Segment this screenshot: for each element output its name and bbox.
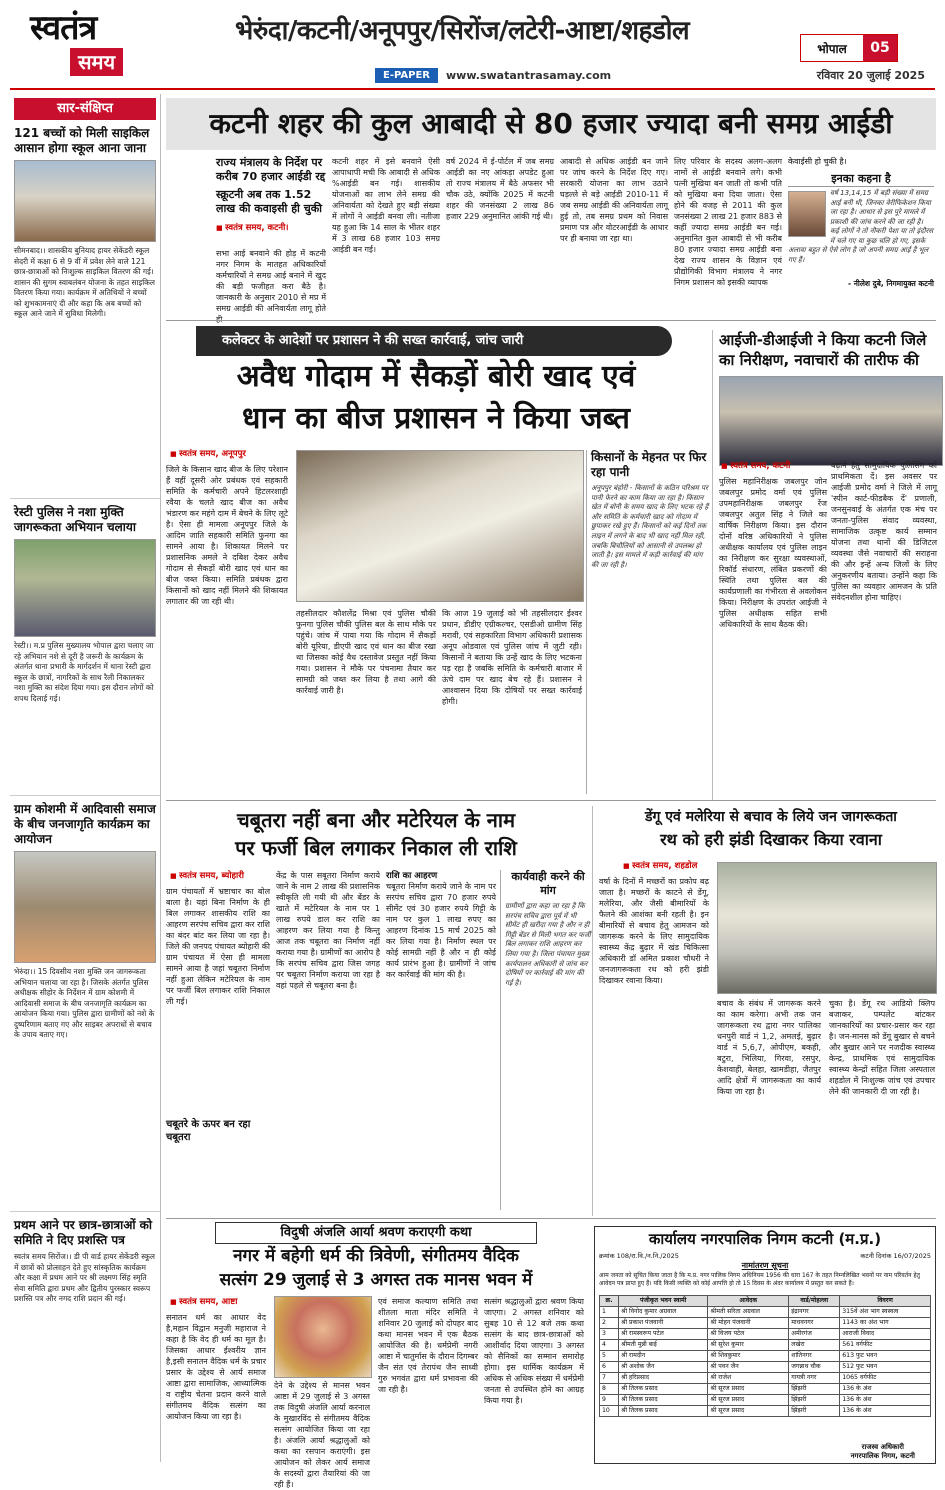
notice-table-row: [600, 1362, 931, 1373]
sidebar-item-body: सीमनबाद।। शासकीय बुनियाद हायर सेकेंडरी स्कूल सेदरी में कक्षा 6 से 9 वीं में प्रवेश लेने वाले 121 छात्र-छात्राओं को निःशुल्क साइकिल वितरण की गई। शासन की सुगम स्वाबलंबन योजना के तहत साइकिल वितरण किया गया। कार्यक्रम में अतिथियों ने बच्चों को शुभकामनाएं दी और कहा कि अब बच्चों को स्कूल आने जाने में सुविधा मिलेगी।: [14, 246, 156, 318]
lead-story: [166, 98, 936, 318]
notice-table-cell: 561 वर्गफीट: [840, 1340, 931, 1351]
igdig-col-1: पुलिस महानिरीक्षक जबलपुर जोन जबलपुर प्रमोद वर्मा एवं पुलिस उपमहानिरीक्षक जबलपुर रेंज जबलपुर अतुल सिंह ने जिले का वार्षिक निरीक्षण किया। इस दौरान दोनों वरिष्ठ अधिकारियों ने पुलिस अधीक्षक कार्यालय एवं पुलिस लाइन का निरीक्षण कर सुरक्षा व्यवस्थाओं, रिकॉर्ड संधारण, लंबित प्रकरणों की स्थिति तथा पुलिस बल की कार्यप्रणाली का गंभीरता से अवलोकन किया। निरीक्षण के उपरांत आईजी ने पुलिस अधीक्षक सहित सभी अधिकारियों के साथ बैठक की।: [719, 477, 827, 629]
notice-refs: [595, 1251, 935, 1260]
notice-table-cell: 10: [600, 1406, 619, 1417]
notice-table-cell: श्री राजेश: [708, 1373, 789, 1384]
logo-top: स्वतंत्र: [30, 8, 97, 48]
dengue-col-2: बचाव के संबंध में जागरूक करने का काम करेगा। अभी तक जन जागरूकता रथ द्वारा नगर पालिका धनपुरी वार्ड नं 1,2, अमलई, बुढ़ार वार्ड नं 5,6,7, ओपीएम, बकही, बटुरा, भिलिया, गिरवा, रसपुर, केशवाही, बेलहा, खामडीहा, जैतपुर आदि क्षेत्रों में जागरूकता का कार्य किया जा रहा है।: [717, 999, 821, 1096]
bill-col-1b: [166, 1146, 270, 1212]
bill-col-3-body: चबूतरा निर्माण कराये जाने के नाम पर सरपंच सचिव द्वारा 70 हजार रुपये सीमेंट एवं 30 हजार रुपये गिट्टी के नाम पर कुल 1 लाख रुपए का आहरण दिनांक 15 मार्च 2025 को कर लिया गया है। निर्माण स्थल पर कोई सामग्री नहीं है और न ही कोई कार्य प्रारंभ हुआ है। ग्रामीणों ने जांच कर कार्रवाई की मांग की है।: [386, 882, 496, 979]
notice-ref-right: कटनी दिनांक 16/07/2025: [860, 1252, 931, 1260]
action-box: [500, 870, 591, 1210]
lead-deck-line2: स्क्रूटनी अब तक 1.52 लाख की कवाइसी ही चुकी: [216, 188, 322, 215]
notice-table-cell: 7: [600, 1373, 619, 1384]
notice-table-cell: श्री अशोक जैन: [619, 1362, 708, 1373]
notice-table-row: [600, 1395, 931, 1406]
notice-table-cell: 613 फुट भवन: [840, 1351, 931, 1362]
bill-headline-2: पर फर्जी बिल लगाकर निकाल ली राशि: [235, 836, 517, 860]
notice-table-cell: 1: [600, 1307, 619, 1318]
sidebar-item-body: रेस्टी।। म.प्र पुलिस मुख्यालय भोपाल द्वारा चलाए जा रहे अभियान नशे से दूरी है जरूरी के कार्यक्रम के अंतर्गत थाना प्रभारी के मार्गदर्शन में थाना रेस्टी द्वारा स्कूल के छात्रों, नागरिकों के साथ रैली निकालकर नशा मुक्ति का संदेश दिया गया। इस दौरान लोगों को शपथ दिलाई गई।: [14, 641, 154, 703]
lead-col-3: वर्ष 2024 में ई-पोर्टल में जब समग्र आईडी का नए आंकड़ा अपडेट हुआ तो राज्य मंत्रालय में बैठे अफसर भी चौक उठे, क्योंकि 2025 में कटनी शहर की जनसंख्या 2 लाख 86 हजार 229 अनुमानित आंकी गई थी।: [446, 157, 554, 221]
notice-table-cell: आराजी विवाद: [840, 1329, 931, 1340]
sidebar-item-headline: रेस्टी पुलिस ने नशा मुक्ति जागरूकता अभियान चलाया: [14, 505, 136, 534]
notice-table-cell: झिंझरी: [789, 1384, 840, 1395]
dengue-story: [592, 806, 943, 1216]
notice-table-cell: श्री विनोद कुमार अग्रवाल: [619, 1307, 708, 1318]
satsang-headline-2: सत्संग 29 जुलाई से 3 अगस्त तक मानस भवन में: [219, 1270, 533, 1290]
notice-table-header: आवेदक: [708, 1296, 789, 1307]
speaker-photo: [274, 1296, 372, 1378]
notice-table-row: [600, 1373, 931, 1384]
sidebar-title: सार-संक्षिप्त: [14, 98, 156, 120]
edition-city: भोपाल: [817, 41, 847, 56]
notice-table-row: [600, 1384, 931, 1395]
action-box-title: कार्यवाही करने की मांग: [511, 870, 585, 897]
masthead: [0, 0, 945, 92]
bill-col-1: ग्राम पंचायतों में भ्रष्टाचार का बोल बाला है। यहां बिना निर्माण के ही बिल लगाकर शासकीय राशि का आहरण सरपंच सचिव द्वारा कर राशि का बंदर बांट कर लिया जा रहा है। जिले की जनपद पंचायत ब्योहारी की ग्राम पंचायत में ऐसा ही मामला सामने आया है जहां चबूतरा निर्माण नहीं हुआ लेकिन मटेरियल के नाम पर फर्जी बिल लगाकर राशि निकाल ली गई।: [166, 887, 270, 1006]
commissioner-photo: [788, 191, 826, 237]
fertilizer-col-1: जिले के किसान खाद बीज के लिए परेशान हैं वहीं दूसरी ओर प्रबंधक एवं सहकारी समिति के कर्मचारी अपने हिटलरशाही रवैया के चलते खाद बीज का अवैध भंडारण कर महंगे दाम में बेचने के लिए लूटे है। ऐसा ही मामला अनूपपुर जिले के आदिम जाति सहकारी समिति फुनगा का सामने आया है। शिकायत मिलने पर प्रशासनिक अमले ने दबिश देकर अवैध गोदाम से सैकड़ों बोरी खाद एवं धान का बीज जब्त किया। समिति प्रबंधक द्वारा किसानों को खाद नहीं मिलने की शिकायत लगातार की जा रही थी।: [166, 465, 288, 606]
lead-col-4: आबादी से अधिक आईडी बन जाने पर जांच करने के निर्देश दिए गए। सरकारी योजना का लाभ उठाने घड़ल्ले से बड़े आईडी 2010-11 में जब समग्र आईडी की अनिवार्यता लागू हुई तो, तब समग्र प्रथम को निवास प्रमाण पत्र और वोटरआईडी के आधार पर ही बनाया जा रहा था।: [560, 157, 668, 243]
notice-table-cell: श्री हरिप्रसाद: [619, 1373, 708, 1384]
lead-deck-line: राज्य मंत्रालय के निर्देश पर करीब 70 हजार आईडी रद्द: [216, 156, 326, 183]
sidebar-item-headline: प्रथम आने पर छात्र-छात्राओं को समिति ने दिए प्रशस्ति पत्र: [14, 1218, 152, 1247]
notice-sign-1: राजस्व अधिकारी: [861, 1443, 904, 1451]
sidebar-item: [10, 126, 160, 494]
notice-table-cell: श्री सूरज प्रसाद: [708, 1384, 789, 1395]
inspection-photo: [719, 376, 943, 466]
notice-table: [599, 1295, 931, 1417]
epaper-bar: [375, 66, 935, 84]
notice-table-row: [600, 1307, 931, 1318]
fertilizer-dateline: ■ स्वतंत्र समय, अनूपपुर: [170, 448, 246, 460]
fertilizer-headline-2: धान का बीज प्रशासन ने किया जब्त: [242, 401, 630, 436]
sidebar-item-body: भेरुंदा।। 15 दिवसीय नशा मुक्ति जन जागरूकता अभियान चलाया जा रहा है। जिसके अंतर्गत पुलिस अधीक्षक सीहोर के निर्देशन में ग्राम कोशमी में आदिवासी समाज के बीच जनजागृति कार्यक्रम का आयोजन किया गया। पुलिस द्वारा ग्रामीणों को नशे के दुष्परिणाम बताए गए और साइबर अपराधों से बचाव के उपाय बताए गए।: [14, 967, 155, 1039]
lead-col-2: कटनी शहर में इसे बनवाने ऐसी आपाधापी मची कि आबादी से अधिक %आईडी बन गई। शासकीय योजनाओं का लाभ लेने समग्र की अनिवार्यता को देखते हुए बड़ी संख्या में लोगों ने आईडी बनवा ली। नतीजा यह हुआ कि 14 साल के भीतर शहर में 3 लाख 68 हजार 103 समग्र आईडी बन गई।: [332, 157, 440, 254]
satsang-dateline: ■ स्वतंत्र समय, आष्टा: [170, 1296, 237, 1308]
fertilizer-col-3: कि आज 19 जुलाई को भी तहसीलदार ईश्वर प्रधान, डीडीए एग्रीकल्चर, एसडीओ ग्रामीण सिंह मरावी, एवं सहकारिता विभाग अधिकारी प्रशासक अनूप ओडवाल एवं पुलिस जांच में जुटी रही। किसानों ने बताया कि उन्हें खाद के लिए भटकना पड़ रहा है जबकि समिति के कर्मचारी बाजार में ऊंचे दाम पर खाद बेच रहे हैं। प्रशासन ने आश्वासन दिया कि दोषियों पर सख्त कार्रवाई होगी।: [442, 609, 582, 706]
notice-table-row: [600, 1340, 931, 1351]
lead-headline: कटनी शहर की कुल आबादी से 80 हजार ज्यादा बनी समग्र आईडी: [166, 98, 936, 150]
notice-table-wrap: [595, 1295, 935, 1417]
quote-tail: केवाईसी हो चुकी है।: [788, 157, 847, 166]
notice-table-cell: श्री सूरज प्रसाद: [708, 1406, 789, 1417]
notice-table-cell: शांतिनगर: [789, 1351, 840, 1362]
fertilizer-story: [166, 326, 709, 796]
notice-table-cell: जगन्नाथ चौक: [789, 1362, 840, 1373]
bill-col-3: [386, 870, 496, 1210]
fertilizer-headline-1: अवैध गोदाम में सैकड़ों बोरी खाद एवं: [236, 359, 636, 394]
logo-bottom: समय: [70, 48, 123, 76]
igdig-dateline: ■ स्वतंत्र समय, कटनी: [721, 460, 790, 472]
notice-table-cell: 315वें अंश भाग स्वस्वत्व: [840, 1307, 931, 1318]
fertilizer-kicker: कलेक्टर के आदेशों पर प्रशासन ने की सख्त कार्रवाई, जांच जारी: [196, 326, 672, 356]
notice-table-cell: श्री तिलक प्रसाद: [619, 1395, 708, 1406]
notice-ref-left: क्रमांक 108/रा.वि./न.नि./2025: [599, 1252, 679, 1260]
dengue-col-1: वर्षा के दिनों में मच्छरों का प्रकोप बढ़ जाता है। मच्छरों के काटने से डेंगू, मलेरिया, और जैसी बीमारियों के फैलने की आशंका बनी रहती है। इन बीमारियों से बचाव हेतु आमजन को जागरूक करने के लिए सामुदायिक स्वास्थ्य केंद्र बुढ़ार में खंड चिकित्सा अधिकारी डॉ अमित प्रकाश चौधरी ने जनजागरूकता रथ को हरी झंडी दिखाकर रवाना किया।: [599, 877, 709, 985]
fertilizer-col-2: तहसीलदार कौशलेंद्र मिश्रा एवं पुलिस चौकी फुनगा पुलिस चौकी पुलिस बल के साथ मौके पर पहुंचे। जांच में पाया गया कि गोदाम में सैकड़ों बोरी यूरिया, डीएपी खाद एवं धान का बीज रखा था जिसका कोई वैध दस्तावेज प्रस्तुत नहीं किया गया। प्रशासन ने मौके पर पंचनामा तैयार कर सामग्री को जब्त कर लिया है तथा आगे की कार्रवाई जारी है।: [296, 609, 436, 695]
satsang-kicker: विदुषी अंजलि आर्या श्रवण कराएगी कथा: [215, 1222, 537, 1244]
lead-col-5: लिए परिवार के सदस्य अलग-अलग नामों से आईडी बनवाने लगे। कभी पत्नी मुखिया बन जाती तो कभी पति को मुखिया बना दिया जाता। ऐसा होने की वजह से 2011 की कुल जनसंख्या 2 लाख 21 हजार 883 से कहीं ज्यादा समग्र आईडी बन गई। अनुमानित कुल आबादी से भी करीब 80 हजार ज्यादा समग्र आईडी बना देख राज्य शासन के विज्ञान एवं प्रौद्योगिकी विभाग मंत्रालय ने नगर निगम प्रशासन को इसकी व्यापक: [674, 157, 782, 287]
dengue-headline-2: रथ को हरी झंडी दिखाकर किया रवाना: [660, 830, 882, 849]
notice-title: कार्यालय नगरपालिक निगम कटनी (म.प्र.): [648, 1230, 882, 1248]
notice-table-cell: इंद्रानगर: [789, 1307, 840, 1318]
notice-table-cell: श्रीमती सरिता अग्रवाल: [708, 1307, 789, 1318]
farmers-box-body: अनूपपुर बंहोरी - किसानों के कठिन परिश्रम पर पानी फेरने का काम किया जा रहा है। किसान खेत में बोनी के समय खाद के लिए भटक रहे हैं और समिति के कर्मचारी खाद को गोदाम में छुपाकर रखे हुए हैं। किसानों को कई दिनों तक लाइन में लगने के बाद भी खाद नहीं मिल रही, जबकि बिचौलियों को आसानी से उपलब्ध हो जाती है। इस मामले में कड़ी कार्रवाई की मांग की जा रही है।: [591, 484, 709, 569]
notice-table-cell: 3: [600, 1329, 619, 1340]
rally-photo: [14, 539, 156, 637]
edition-box: [800, 34, 898, 62]
notice-table-cell: श्री प्रकाश पंजवानी: [619, 1318, 708, 1329]
bill-story: [166, 806, 591, 1216]
notice-table-cell: श्री तिलक प्रसाद: [619, 1406, 708, 1417]
notice-table-cell: श्री रामस्वरूप पटेल: [619, 1329, 708, 1340]
notice-table-cell: 136 के अंश: [840, 1384, 931, 1395]
notice-table-header: वार्ड/मोहल्ला: [789, 1296, 840, 1307]
notice-table-cell: श्री सूरज प्रसाद: [708, 1395, 789, 1406]
satsang-story: [166, 1222, 586, 1489]
divider: [166, 320, 936, 321]
notice-table-row: [600, 1329, 931, 1340]
logo: [30, 8, 155, 86]
divider: [166, 1218, 936, 1219]
notice-table-cell: अमीरगंज: [789, 1329, 840, 1340]
notice-table-header: क्र.: [600, 1296, 619, 1307]
igdig-story: [712, 330, 943, 800]
satsang-col-2: देने के उद्देश्य से मानस भवन आष्टा में 29 जुलाई से 3 अगस्त तक विदुषी अंजलि आर्या करनाल के मुखारविंद से संगीतमय वैदिक सत्संग आयोजित किया जा रहा है। अंजलि आर्या श्रद्धालुओं को कथा का रसपान कराएंगी। इस आयोजन को लेकर आर्य समाज के सदस्यों द्वारा तैयारियां की जा रही हैं।: [274, 1381, 370, 1489]
website[interactable]: www.swatantrasamay.com: [446, 68, 612, 82]
awareness-rath-photo: [717, 862, 937, 994]
notice-table-cell: 2: [600, 1318, 619, 1329]
notice-intro: आम जनता को सूचित किया जाता है कि म.प्र. नगर पालिक निगम अधिनियम 1956 की धारा 167 के तहत निम्नलिखित भवनों पर नाम परिवर्तन हेतु आवेदन पत्र प्राप्त हुए हैं। यदि किसी व्यक्ति को कोई आपत्ति हो तो 15 दिवस के अंदर कार्यालय में प्रस्तुत कर सकते हैं।: [599, 1272, 920, 1287]
sidebar-item-headline: 121 बच्चों को मिली साइकिल आसान होगा स्कूल आना जाना: [14, 126, 150, 155]
notice-sign-2: नगरपालिक निगम, कटनी: [850, 1452, 915, 1460]
masthead-rule: [10, 88, 935, 90]
quote-body: वर्ष 13,14,15 में बड़ी संख्या में समग्र आई बनी थी, जिनका वेरीफिकेशन किया जा रहा है। आधार से इस पूरे मामले में प्रकाशी की जांच करने की जा रही है। कई लोगों ने तो नौकरी पेशा या तो इंदौरस में चले गए या कुछ चलि हो गए, इसके अलावा बहुत से ऐसे लोग है जो अपनी समग्र आई है भूल गए हैं।: [788, 189, 934, 264]
epaper-tag: E-PAPER: [375, 68, 438, 83]
notice-table-header: पंजीकृत भवन स्वामी: [619, 1296, 708, 1307]
bill-dateline: ■ स्वतंत्र समय, ब्योहारी: [170, 870, 244, 882]
notice-table-cell: माधवनगर: [789, 1318, 840, 1329]
notice-signature: [851, 1443, 915, 1461]
lead-deck: [216, 156, 326, 234]
action-box-body: ग्रामीणों द्वारा कहा जा रहा है कि सरपंच सचिव द्वारा पूर्व में भी सीमेंट ही खरीदा गया है और न ही गिट्टी बेंडर से मिली भगत कर फर्जी बिल लगाकर राशि आहरण कर लिया गया है। जिला पंचायत मुख्य कार्यपालन अधिकारी से जांच कर दोषियों पर कार्रवाई की मांग की गई है।: [505, 902, 591, 987]
sidebar-item-headline: ग्राम कोशमी में आदिवासी समाज के बीच जनजागृति कार्यक्रम का आयोजन: [14, 802, 156, 846]
notice-table-cell: श्री पवन जैन: [708, 1362, 789, 1373]
notice-table-row: [600, 1351, 931, 1362]
village-meeting-photo: [14, 851, 156, 963]
notice-table-cell: 136 के अंश: [840, 1395, 931, 1406]
notice-table-cell: 136 के अंश: [840, 1406, 931, 1417]
notice-table-cell: 8: [600, 1384, 619, 1395]
bill-col-3-head: राशि का आहरण: [386, 871, 438, 881]
notice-table-cell: गायत्री नगर: [789, 1373, 840, 1384]
notice-table-cell: श्री विजय पटेल: [708, 1329, 789, 1340]
dengue-headline-1: डेंगू एवं मलेरिया से बचाव के लिये जन जागरूकता: [645, 809, 897, 825]
bill-col-2: केंद्र के पास सबूतरा निर्माण कराये जाने के नाम 2 लाख की प्रशासनिक स्वीकृति ली गयी थी और बेंडर के खाते में मटेरियल के नाम पर 1 लाख रुपये डाल कर राशि का आहरण कर लिया गया है किन्तु आज तक चबूतरा का निर्माण नहीं कराया गया है। ग्रामीणों का आरोप है कि सरपंच सचिव द्वारा जिस जगह पर चबूतरा निर्माण कराया जा रहा है वहां पहले से चबूतरा बना है।: [276, 871, 380, 990]
quote-name: - नीलेश दुबे, निगमायुक्त कटनी: [847, 279, 934, 288]
dengue-dateline: ■ स्वतंत्र समय, शहडोल: [623, 860, 697, 872]
farmers-box-title: किसानों के मेहनत पर फिर रहा पानी: [591, 450, 707, 479]
igdig-headline: आईजी-डीआईजी ने किया कटनी जिले का निरीक्षण, नवाचारों की तारीफ की: [719, 331, 927, 369]
notice-table-row: [600, 1318, 931, 1329]
bicycle-photo: [14, 160, 156, 242]
sidebar-item: [10, 795, 160, 1207]
notice-table-cell: श्री तिलक प्रसाद: [619, 1384, 708, 1395]
farmers-box: [586, 450, 709, 794]
lead-dateline: ■ स्वतंत्र समय, कटनी।: [216, 222, 326, 234]
quote-box: [788, 156, 934, 316]
sidebar-item-body: स्वतंत्र समय सिरोंज।। डी पी वार्ड हायर सेकेंडरी स्कूल में छात्रों को प्रोत्साहन देते हुए सांस्कृतिक कार्यक्रम और कक्षा में प्रथम आने पर श्री लक्ष्मण सिंह स्मृति सेवा समिति द्वारा प्रथम और द्वितीय पुरस्कार स्वरूप प्रशस्ति पत्र और नगद राशि प्रदान की गई।: [14, 1252, 155, 1303]
notice-table-cell: झिंझरी: [789, 1395, 840, 1406]
notice-subtitle: नामांतरण सूचना: [741, 1261, 789, 1270]
bill-subhead: चबूतरे के ऊपर बन रहा चबूतरा: [166, 1119, 251, 1143]
dengue-col-3: चुका है। डेंगू रथ आडियो क्लिप बजाकर, पम्पलेट बांटकर जानकारियों का प्रचार-प्रसार कर रहा है। जन-मानस को डेंगू बुखार से बचने और बुखार आने पर नजदीक स्वास्थ्य केन्द्र, प्राथमिक एवं सामुदायिक स्वास्थ्य केन्द्रों सहित जिला अस्पताल शहडोल में निःशुल्क जांच एवं उपचार लेने की जानकारी दी जा रही है।: [829, 999, 935, 1096]
bill-headline-1: चबूतरा नहीं बना और मटेरियल के नाम: [236, 808, 516, 832]
satsang-col-3: एवं समाज कल्याण समिति तथा शीतला माता मंदिर समिति ने शनिवार 20 जुलाई को दोपहर बाद कथा मानस भवन में एक बैठक आयोजित की है। धर्मप्रेमी नगरी आष्टा में चातुर्मास के दौरान दिगम्बर जैन संत एवं तेरापंथ जैन साध्वी गुरु भगवंत द्वारा धर्म प्रभावना की जा रही है।: [378, 1297, 478, 1394]
notice-table-cell: श्रीमती मुन्नी बाई: [619, 1340, 708, 1351]
satsang-headline-1: नगर में बहेगी धर्म की त्रिवेणी, संगीतमय वैदिक: [233, 1246, 519, 1266]
notice-table-cell: श्री सुरेश कुमार: [708, 1340, 789, 1351]
sidebar-item: [10, 1211, 160, 1432]
notice-table-cell: 6: [600, 1362, 619, 1373]
notice-table-cell: झिंझरी: [789, 1406, 840, 1417]
notice-table-cell: 512 फुट भवन: [840, 1362, 931, 1373]
divider: [166, 800, 936, 801]
issue-date: रविवार 20 जुलाई 2025: [816, 68, 925, 82]
notice-table-cell: श्री मोहन पंजवानी: [708, 1318, 789, 1329]
notice-table-cell: 5: [600, 1351, 619, 1362]
satsang-col-1: सनातन धर्म का आधार वेद है,महान विद्वान मनुजी महाराज ने कहा है कि वेद ही धर्म का मूल है। जिसका आधार ईश्वरीय ज्ञान है,इसी सनातन वैदिक धर्म के प्रचार प्रसार के उद्देश्य से आर्य समाज आष्टा द्वारा सामाजिक, आध्यात्मिक व राष्ट्रीय चेतना प्रदान करने वाले संगीतमय वैदिक सत्संग का आयोजन किया जा रहा है।: [166, 1313, 266, 1421]
igdig-col-2: बढ़ाने हेतु सामुदायिक पुलिसिंग को प्राथमिकता दें। इस अवसर पर आईजी प्रमोद वर्मा ने जिले में लागू 'स्पीन कार्ट-फीडबैक दें' प्रणाली, जनसुनवाई के अंतर्गत एक मंच पर जनता-पुलिस संवाद व्यवस्था, सामाजिक उत्कृष्ट कार्य सम्मान योजना तथा थानों की डिजिटल व्यवस्था जैसे नवाचारों की सराहना की और इन्हें अन्य जिलों के लिए अनुकरणीय बताया। उन्होंने कहा कि पुलिस का व्यवहार आमजन के प्रति संवेदनशील होना चाहिए।: [831, 461, 937, 602]
notice-table-cell: श्री शिवकुमार: [708, 1351, 789, 1362]
notice-table-header: विवरण: [840, 1296, 931, 1307]
page-number: 05: [863, 35, 897, 61]
notice-table-cell: लखेरा: [789, 1340, 840, 1351]
notice-table-cell: 4: [600, 1340, 619, 1351]
quote-title: इनका कहना है: [788, 171, 934, 187]
sidebar: [10, 94, 161, 1462]
sidebar-item: [10, 498, 160, 791]
district-strip: भेरुंदा/कटनी/अनूपपुर/सिरोंज/लटेरी-आष्टा/शहडोल: [235, 16, 690, 46]
notice-table-row: [600, 1406, 931, 1417]
seized-sacks-photo: [296, 450, 584, 602]
satsang-col-4: सत्संग श्रद्धालुओं द्वारा श्रवण किया जाएगा। 2 अगस्त शनिवार को सुबह 10 से 12 बजे तक कथा सत्संग के बाद छात्र-छात्राओं को आशीर्वाद दिया जाएगा। 3 अगस्त को सैनिकों का सम्मान समारोह होगा। इस धार्मिक कार्यक्रम में अधिक से अधिक संख्या में धर्मप्रेमी जनता से उपस्थित होने का आग्रह किया गया है।: [484, 1297, 584, 1405]
notice-table-cell: 1143 का अंश भाग: [840, 1318, 931, 1329]
notice-table-cell: 9: [600, 1395, 619, 1406]
lead-col-1: सभा आई बनवाने की होड़ में कटनी नगर निगम के मातहत अधिकारियों कर्मचारियों ने समग्र आई बनाने में खुद की बड़ी फजीहत करा बैठे है। जानकारी के अनुसार 2010 से मप्र में समग्र आईडी की अनिवार्यता लागू होते: [216, 249, 326, 313]
notice-table-cell: श्री रामदीन: [619, 1351, 708, 1362]
municipal-notice: [594, 1226, 936, 1464]
notice-table-cell: 1065 वर्गफीट: [840, 1373, 931, 1384]
